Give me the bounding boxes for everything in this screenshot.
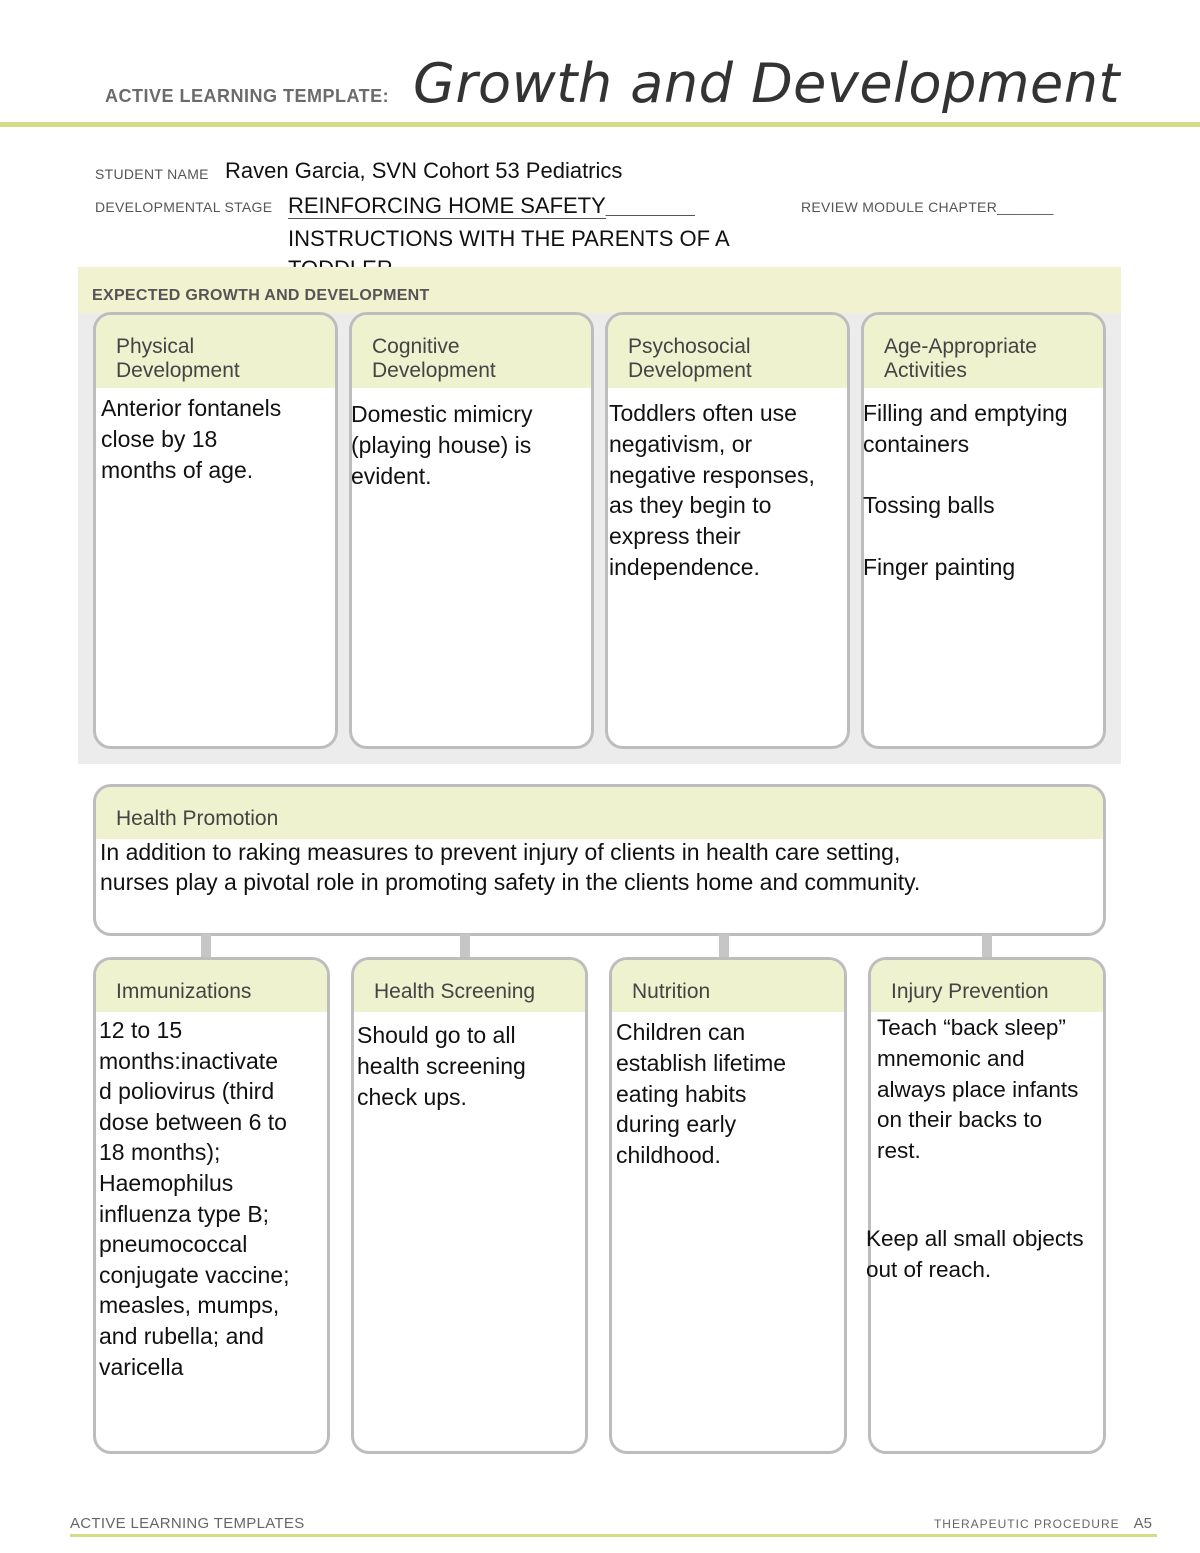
text-line: eating habits (616, 1080, 747, 1107)
injury-prevention-card (868, 957, 1106, 1454)
nutrition-card (609, 957, 847, 1454)
text-line: Teach “back sleep” (877, 1015, 1066, 1040)
text-line: on their backs to (877, 1107, 1043, 1133)
text-line: Tossing balls (863, 492, 995, 519)
text-line: express their (609, 523, 741, 550)
text-line: measles, mumps, (99, 1292, 280, 1319)
immunizations-text (99, 1015, 290, 1382)
text-line: independence. (609, 553, 760, 580)
text-line: Haemophilus (99, 1169, 234, 1196)
age-appropriate-activities-card (861, 312, 1106, 749)
health-screening-card (351, 957, 588, 1454)
text-line: 12 to 15 (99, 1017, 183, 1043)
footer-procedure: THERAPEUTIC PROCEDURE (933, 1517, 1120, 1531)
card-title (884, 335, 1037, 383)
text-line: Anterior fontanels (101, 395, 282, 421)
card-title-line: Development (372, 359, 496, 382)
text-line: nurses play a pivotal role in promoting safety in the clients home and community. (100, 869, 921, 895)
card-title-line: Activities (884, 359, 967, 382)
health-promotion-title: Health Promotion (116, 807, 279, 830)
immunizations-title: Immunizations (116, 980, 252, 1003)
psychosocial-development-card (605, 312, 850, 749)
footer-right-label (934, 1515, 1152, 1532)
review-chapter-blank: _______ (997, 199, 1054, 215)
text-line: close by 18 (101, 425, 218, 452)
nutrition-text (616, 1017, 786, 1171)
review-chapter-label (801, 199, 1054, 215)
health-screening-text (357, 1020, 526, 1112)
injury-prevention-title: Injury Prevention (891, 980, 1049, 1003)
text-line: always place infants (877, 1076, 1079, 1102)
text-line: mnemonic and (877, 1045, 1025, 1071)
text-line: Children can (616, 1019, 746, 1045)
template-label: ACTIVE LEARNING TEMPLATE: (105, 86, 390, 106)
injury-prevention-text-2 (866, 1224, 1084, 1286)
text-line: negativism, or (609, 430, 753, 457)
expected-section-title: EXPECTED GROWTH AND DEVELOPMENT (92, 287, 430, 304)
text-line: Filling and emptying (863, 400, 1068, 426)
stage-line-2: INSTRUCTIONS WITH THE PARENTS OF A (288, 226, 730, 251)
card-title-line: Physical (116, 335, 195, 358)
card-title-line: Cognitive (372, 335, 460, 358)
health-screening-title: Health Screening (374, 980, 536, 1003)
text-line: Should go to all (357, 1022, 516, 1048)
cognitive-development-text (351, 399, 532, 491)
text-line: check ups. (357, 1083, 467, 1110)
health-promotion-card (93, 784, 1106, 936)
text-line: as they begin to (609, 492, 772, 519)
text-line: out of reach. (866, 1256, 992, 1282)
student-name-label: STUDENT NAME (95, 166, 209, 182)
page-number: A5 (1133, 1515, 1152, 1532)
text-line: evident. (351, 462, 432, 489)
card-title (372, 335, 496, 383)
connector (460, 934, 470, 958)
text-line: (playing house) is (351, 431, 532, 458)
health-promotion-text (100, 837, 920, 897)
text-line: pneumococcal (99, 1231, 248, 1258)
text-line: and rubella; and (99, 1322, 264, 1349)
card-title-line: Age-Appropriate (884, 335, 1037, 358)
text-line: months of age. (101, 456, 254, 483)
text-line: health screening (357, 1052, 526, 1079)
stage-blank: __________ (605, 200, 695, 217)
card-title-line: Development (628, 359, 752, 382)
review-chapter-text: REVIEW MODULE CHAPTER (801, 199, 998, 215)
card-title-line: Psychosocial (628, 335, 751, 358)
footer-divider (70, 1534, 1157, 1537)
text-line: Finger painting (863, 553, 1016, 580)
blank-line (863, 521, 1068, 552)
immunizations-card (93, 957, 330, 1454)
text-line: Domestic mimicry (351, 401, 533, 427)
developmental-stage-label: DEVELOPMENTAL STAGE (95, 199, 273, 215)
text-line: dose between 6 to (99, 1108, 287, 1135)
footer-left-label: ACTIVE LEARNING TEMPLATES (70, 1515, 305, 1532)
nutrition-title: Nutrition (632, 980, 711, 1003)
header-divider (0, 122, 1200, 127)
card-title-line: Development (116, 359, 240, 382)
page-title: Growth and Development (413, 52, 1121, 115)
text-line: establish lifetime (616, 1049, 787, 1076)
connector (719, 934, 729, 958)
text-line: childhood. (616, 1142, 721, 1169)
stage-line-1: REINFORCING HOME SAFETY (288, 193, 606, 218)
text-line: conjugate vaccine; (99, 1261, 290, 1288)
card-title (116, 335, 240, 383)
cognitive-development-card (349, 312, 594, 749)
text-line: negative responses, (609, 461, 815, 488)
text-line: d poliovirus (third (99, 1078, 275, 1105)
text-line: Keep all small objects (866, 1226, 1084, 1251)
text-line: varicella (99, 1353, 184, 1380)
text-line: 18 months); (99, 1139, 221, 1166)
student-name-value: Raven Garcia, SVN Cohort 53 Pediatrics (225, 158, 623, 183)
text-line: containers (863, 430, 970, 457)
card-title (628, 335, 752, 383)
connector (982, 934, 992, 958)
physical-development-card (93, 312, 338, 749)
text-line: during early (616, 1111, 737, 1138)
psychosocial-development-text (609, 398, 815, 583)
text-line: Toddlers often use (609, 400, 797, 426)
text-line: months:inactivate (99, 1047, 278, 1074)
age-appropriate-activities-text (863, 398, 1068, 583)
text-line: influenza type B; (99, 1200, 270, 1227)
blank-line (863, 460, 1068, 491)
connector (201, 934, 211, 958)
text-line: In addition to raking measures to prevent injury of clients in health care setting, (100, 839, 901, 865)
physical-development-text (101, 393, 281, 485)
injury-prevention-text (877, 1013, 1078, 1167)
text-line: rest. (877, 1138, 921, 1164)
